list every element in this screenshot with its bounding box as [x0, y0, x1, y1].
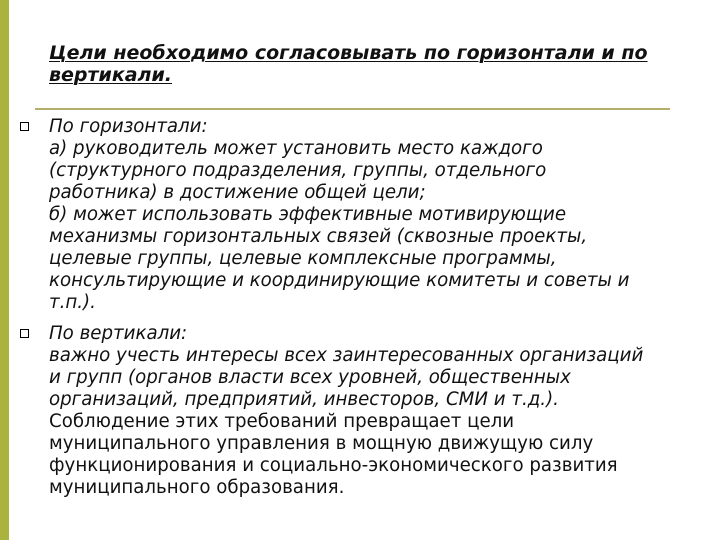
- vertical-line-3: организаций, предприятий, инвесторов, СМИ и т.д.).: [49, 389, 559, 410]
- vertical-line-2: и групп (органов власти всех уровней, общественных: [49, 367, 571, 388]
- horizontal-line-3: работника) в достижение общей цели;: [49, 182, 426, 203]
- slide-title: [49, 42, 699, 86]
- horizontal-line-5: механизмы горизонтальных связей (сквозные проекты,: [49, 226, 588, 247]
- accent-bar: [0, 0, 9, 540]
- horizontal-line-4: б) может использовать эффективные мотивирующие: [49, 204, 567, 225]
- vertical-line-1: важно учесть интересы всех заинтересованных организаций: [49, 345, 644, 366]
- bullet-vertical: [49, 323, 701, 499]
- conclusion-line-1: Соблюдение этих требований превращает цели: [49, 411, 515, 432]
- horizontal-line-8: т.п.).: [49, 292, 96, 313]
- bullet-heading-vertical: По вертикали:: [49, 323, 188, 344]
- horizontal-line-6: целевые группы, целевые комплексные программы,: [49, 248, 557, 269]
- bullet-horizontal: [49, 116, 701, 314]
- bullet-heading-horizontal: По горизонтали:: [49, 116, 208, 137]
- title-divider: [35, 108, 670, 110]
- hollow-square-bullet-icon: [20, 122, 29, 131]
- conclusion-line-4: муниципального образования.: [49, 477, 345, 498]
- title-line-2: вертикали.: [49, 64, 172, 86]
- horizontal-line-2: (структурного подразделения, группы, отдельного: [49, 160, 547, 181]
- horizontal-line-1: а) руководитель может установить место каждого: [49, 138, 543, 159]
- hollow-square-bullet-icon: [20, 329, 29, 338]
- title-line-1: Цели необходимо согласовывать по горизонтали и по: [49, 42, 648, 64]
- horizontal-line-7: консультирующие и координирующие комитеты и советы и: [49, 270, 630, 291]
- conclusion-line-2: муниципального управления в мощную движущую силу: [49, 433, 594, 454]
- conclusion-line-3: функционирования и социально-экономического развития: [49, 455, 618, 476]
